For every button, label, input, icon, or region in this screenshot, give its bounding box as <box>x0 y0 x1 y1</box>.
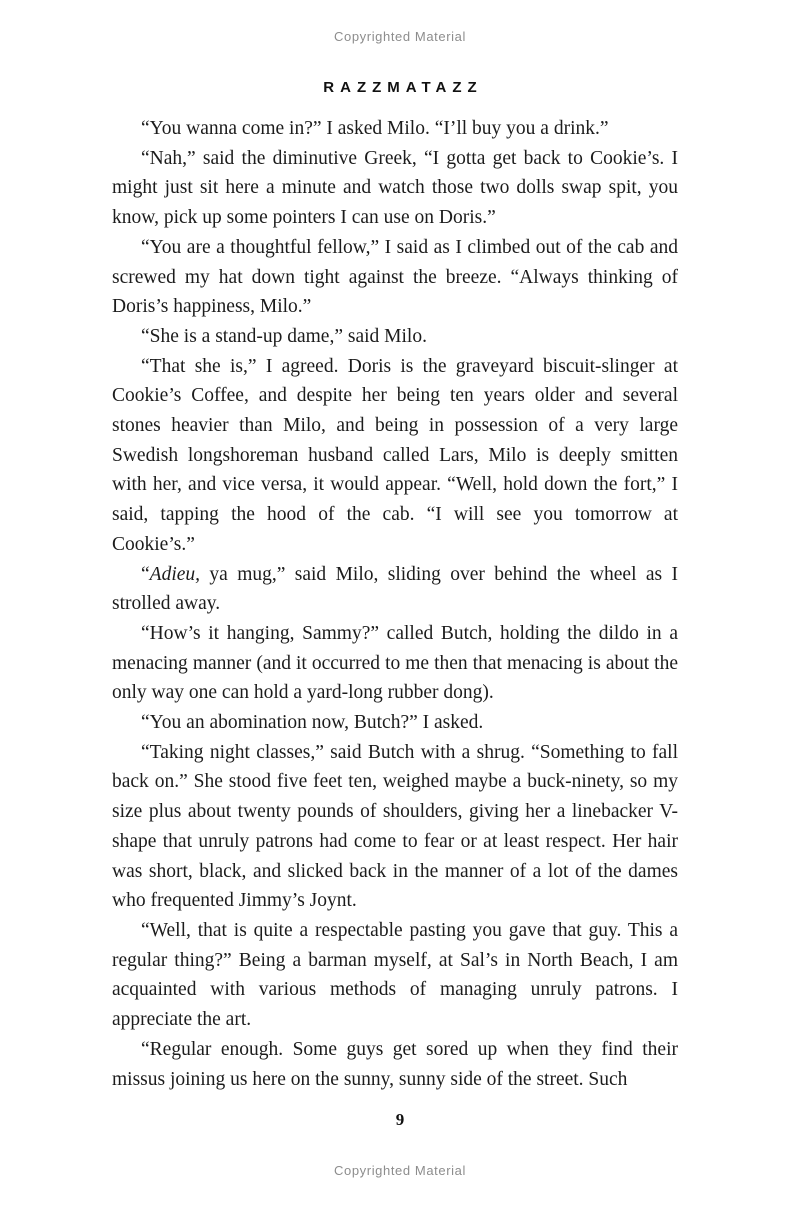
paragraph <box>112 1035 678 1094</box>
text-run: “That she is,” I agreed. Doris is the graveyard biscuit-slinger at Cookie’s Coffee, and despite her being ten years older and several stones heavier than Milo, and being in possession of a very large Swedish longshoreman husband called Lars, Milo is deeply smitten with her, and vice versa, it would appear. “Well, hold down the fort,” I said, tapping the hood of the cab. “I will see you tomorrow at Cookie’s.” <box>112 355 678 555</box>
text-run: “You are a thoughtful fellow,” I said as I climbed out of the cab and screwed my hat down tight against the breeze. “Always thinking of Doris’s happiness, Milo.” <box>112 236 678 318</box>
paragraph <box>112 322 678 352</box>
text-run: “You wanna come in?” I asked Milo. “I’ll buy you a drink.” <box>141 118 609 139</box>
text-run: “How’s it hanging, Sammy?” called Butch, holding the dildo in a menacing manner (and it occurred to me then that menacing is about the only way one can hold a yard-long rubber dong). <box>112 622 678 704</box>
paragraph <box>112 352 678 560</box>
text-run: “ <box>141 563 150 585</box>
paragraph <box>112 738 678 916</box>
copyright-notice-bottom: Copyrighted Material <box>334 1163 466 1178</box>
page-number: 9 <box>395 1110 405 1129</box>
paragraph <box>112 619 678 708</box>
text-run: “Well, that is quite a respectable pasting you gave that guy. This a regular thing?” Being a barman myself, at Sal’s in North Beach, I am acquainted with various methods of managing unruly patrons. I appreciate the art. <box>112 919 678 1031</box>
paragraph <box>112 144 678 233</box>
running-head: RAZZMATAZZ <box>323 79 483 96</box>
text-run: “She is a stand-up dame,” said Milo. <box>141 325 427 347</box>
paragraph <box>112 916 678 1035</box>
paragraph <box>112 114 678 144</box>
paragraph <box>112 560 678 619</box>
text-run: “Nah,” said the diminutive Greek, “I gotta get back to Cookie’s. I might just sit here a minute and watch those two dolls swap spit, you know, pick up some pointers I can use on Doris.” <box>112 147 678 229</box>
copyright-notice-top: Copyrighted Material <box>334 29 466 44</box>
paragraph <box>112 708 678 738</box>
italic-text-run: Adieu, <box>149 563 201 585</box>
text-run: “Regular enough. Some guys get sored up when they find their missus joining us here on the sunny, sunny side of the street. Such <box>112 1038 678 1090</box>
body-text <box>112 114 678 1094</box>
text-run: “You an abomination now, Butch?” I asked. <box>141 712 484 734</box>
text-run: ya mug,” said Milo, sliding over behind the wheel as I strolled away. <box>112 563 678 615</box>
text-run: “Taking night classes,” said Butch with a shrug. “Something to fall back on.” She stood five feet ten, weighed maybe a buck-ninety, so my size plus about twenty pounds of shoulders, giving her a linebacker V-shape that unruly patrons had come to fear or at least respect. Her hair was short, black, and slicked back in the manner of a lot of the dames who frequented Jimmy’s Joynt. <box>112 741 678 912</box>
paragraph <box>112 233 678 322</box>
